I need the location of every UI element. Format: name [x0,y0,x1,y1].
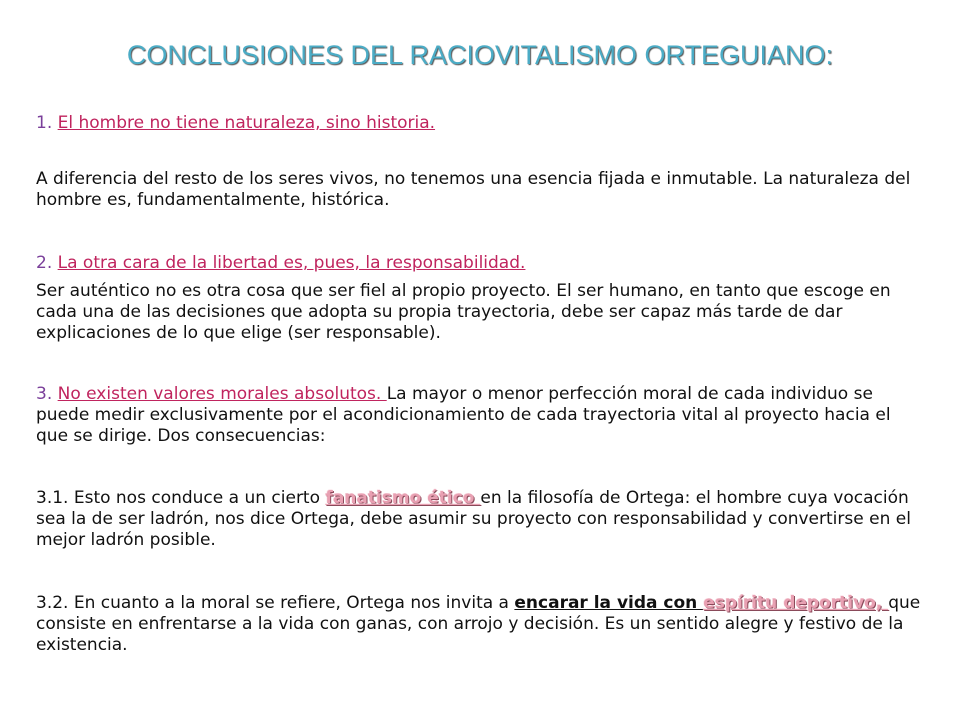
point-2 [36,253,926,274]
point-3-2-emphasis: espíritu deportivo, [703,593,889,613]
point-3-body: La mayor o menor perfección moral de cada individuo se puede medir exclusivamente por el acondicionamiento de cada trayectoria vital al proyecto hacia el que se dirige. Dos consecuencias: [36,384,891,446]
point-1-heading: El hombre no tiene naturaleza, sino historia. [57,113,436,133]
point-3-number: 3. [36,384,58,404]
point-3-2-rest: que consiste en enfrentarse a la vida con ganas, con arrojo y decisión. Es un sentido alegre y festivo de la existencia. [36,593,921,655]
point-3-1-rest: en la filosofía de Ortega: el hombre cuya vocación sea la de ser ladrón, nos dice Ortega, debe asumir su proyecto con responsabilidad y convertirse en el mejor ladrón posible. [36,488,911,550]
point-3-2 [36,593,926,656]
point-1 [36,113,926,134]
point-3 [36,384,926,447]
point-3-2-prefix: 3.2. En cuanto a la moral se refiere, Ortega nos invita a [36,593,515,613]
point-3-1-emphasis: fanatismo ético [325,488,481,508]
point-2-heading: La otra cara de la libertad es, pues, la responsabilidad. [57,253,526,273]
point-3-heading: No existen valores morales absolutos. [57,384,387,404]
point-3-2-underlined: encarar la vida con [514,593,704,613]
point-2-body: Ser auténtico no es otra cosa que ser fiel al propio proyecto. El ser humano, en tanto que escoge en cada una de las decisiones que adopta su propia trayectoria, debe ser capaz más tarde de dar explicaciones de lo que elige (ser responsable). [36,281,891,343]
point-1-body: A diferencia del resto de los seres vivos, no tenemos una esencia fijada e inmutable. La naturaleza del hombre es, fundamentalmente, histórica. [36,169,911,210]
point-2-number: 2. [36,253,58,273]
point-3-1 [36,488,926,551]
point-1-number: 1. [36,113,58,133]
point-3-1-prefix: 3.1. Esto nos conduce a un cierto [36,488,326,508]
page-title: CONCLUSIONES DEL RACIOVITALISMO ORTEGUIANO: [126,40,834,70]
